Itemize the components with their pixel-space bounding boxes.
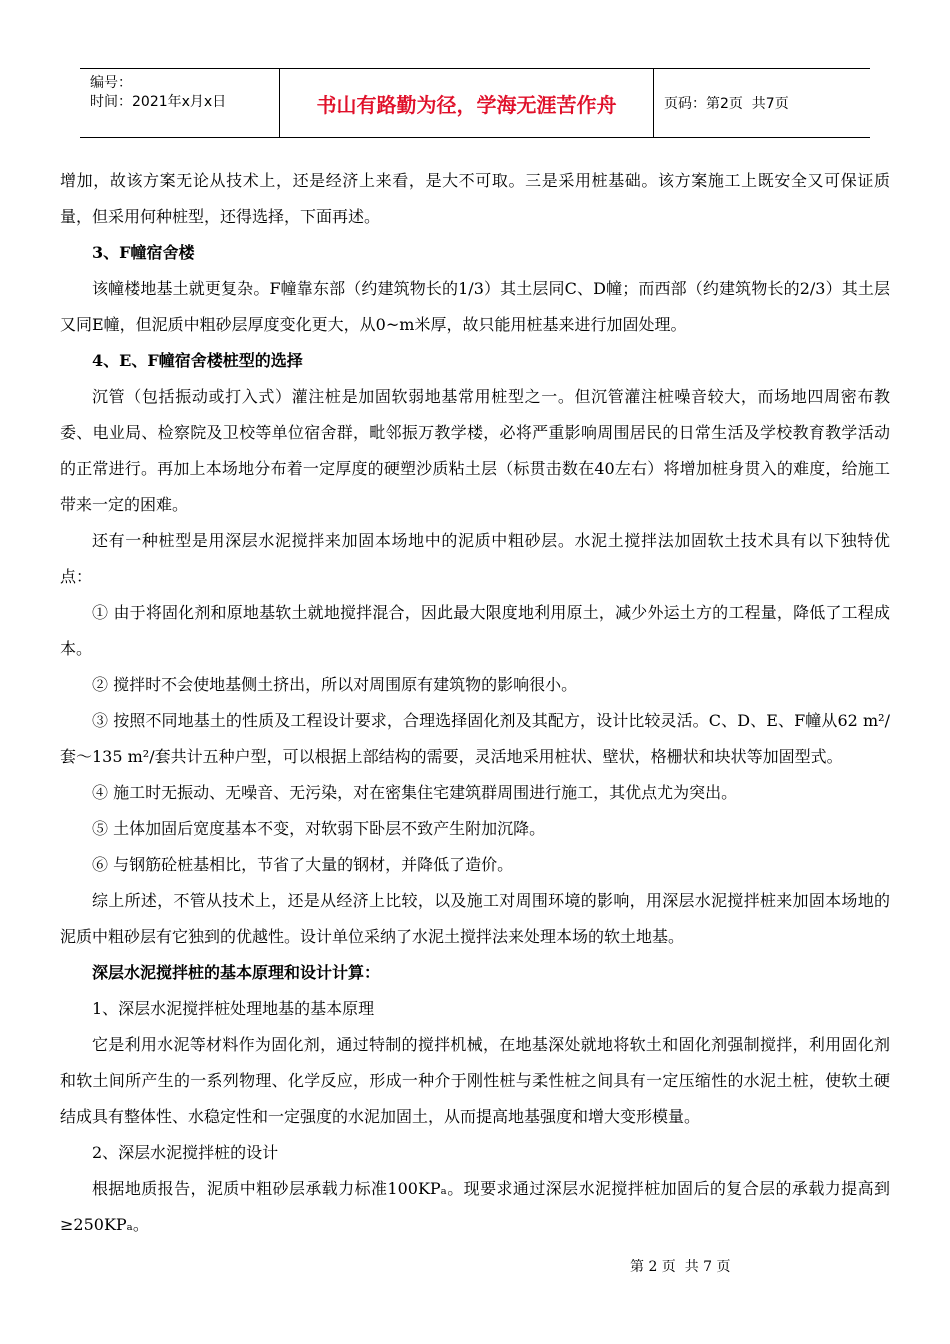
header-meta xyxy=(80,69,280,137)
header-motto-cell xyxy=(280,69,654,137)
body-paragraph: 它是利用水泥等材料作为固化剂，通过特制的搅拌机械，在地基深处就地将软土和固化剂强制搅拌，利用固化剂和软土间所产生的一系列物理、化学反应，形成一种介于刚性桩与柔性桩之间具有一定压缩性的水泥土桩，使软土硬结成具有整体性、水稳定性和一定强度的水泥加固土，从而提高地基强度和增大变形模量。 xyxy=(60,1035,890,1126)
body-paragraph: 2、深层水泥搅拌桩的设计 xyxy=(92,1143,279,1162)
section-heading: 深层水泥搅拌桩的基本原理和设计计算： xyxy=(92,963,381,982)
body-paragraph: ① 由于将固化剂和原地基软土就地搅拌混合，因此最大限度地利用原土，减少外运土方的工程量，降低了工程成本。 xyxy=(60,603,890,658)
document-date: 时间：2021年x月x日 xyxy=(90,94,227,110)
page-header xyxy=(80,68,870,138)
body-paragraph: ⑤ 土体加固后宽度基本不变，对软弱下卧层不致产生附加沉降。 xyxy=(92,819,546,838)
header-page-info: 页码：第2页 共7页 xyxy=(664,96,789,112)
body-paragraph: ④ 施工时无振动、无噪音、无污染，对在密集住宅建筑群周围进行施工，其优点尤为突出。 xyxy=(92,783,738,802)
header-motto: 书山有路勤为径，学海无涯苦作舟 xyxy=(316,92,617,117)
body-paragraph: 还有一种桩型是用深层水泥搅拌来加固本场地中的泥质中粗砂层。水泥土搅拌法加固软土技术具有以下独特优点： xyxy=(60,531,890,586)
body-paragraph: 增加，故该方案无论从技术上，还是经济上来看，是大不可取。三是采用桩基础。该方案施工上既安全又可保证质量，但采用何种桩型，还得选择，下面再述。 xyxy=(60,171,890,226)
document-body xyxy=(60,163,890,1243)
body-paragraph: 综上所述，不管从技术上，还是从经济上比较，以及施工对周围环境的影响，用深层水泥搅拌桩来加固本场地的泥质中粗砂层有它独到的优越性。设计单位采纳了水泥土搅拌法来处理本场的软土地基。 xyxy=(60,891,890,946)
body-paragraph: ⑥ 与钢筋砼桩基相比，节省了大量的钢材，并降低了造价。 xyxy=(92,855,514,874)
body-paragraph: ③ 按照不同地基土的性质及工程设计要求，合理选择固化剂及其配方，设计比较灵活。C、D、E、F幢从62 m²/套～135 m²/套共计五种户型，可以根据上部结构的需要，灵活地采用桩状、壁状，格栅状和块状等加固型式。 xyxy=(60,711,890,766)
section-heading: 3、F幢宿舍楼 xyxy=(92,243,195,262)
section-heading: 4、E、F幢宿舍楼桩型的选择 xyxy=(92,351,303,370)
page-footer: 第 2 页 共 7 页 xyxy=(630,1259,731,1275)
body-paragraph: 沉管（包括振动或打入式）灌注桩是加固软弱地基常用桩型之一。但沉管灌注桩噪音较大，而场地四周密布教委、电业局、检察院及卫校等单位宿舍群，毗邻振万教学楼，必将严重影响周围居民的日常生活及学校教育教学活动的正常进行。再加上本场地分布着一定厚度的硬塑沙质粘土层（标贯击数在40左右）将增加桩身贯入的难度，给施工带来一定的困难。 xyxy=(60,387,890,514)
body-paragraph: ② 搅拌时不会使地基侧土挤出，所以对周围原有建筑物的影响很小。 xyxy=(92,675,578,694)
body-paragraph: 该幢楼地基土就更复杂。F幢靠东部（约建筑物长的1/3）其土层同C、D幢；而西部（约建筑物长的2/3）其土层又同E幢，但泥质中粗砂层厚度变化更大，从0~m米厚，故只能用桩基来进行加固处理。 xyxy=(60,279,890,334)
body-paragraph: 1、深层水泥搅拌桩处理地基的基本原理 xyxy=(92,999,375,1018)
document-number-label: 编号： xyxy=(90,75,132,91)
body-paragraph: 根据地质报告，泥质中粗砂层承载力标准100KPₐ。现要求通过深层水泥搅拌桩加固后的复合层的承载力提高到≥250KPₐ。 xyxy=(60,1179,890,1234)
